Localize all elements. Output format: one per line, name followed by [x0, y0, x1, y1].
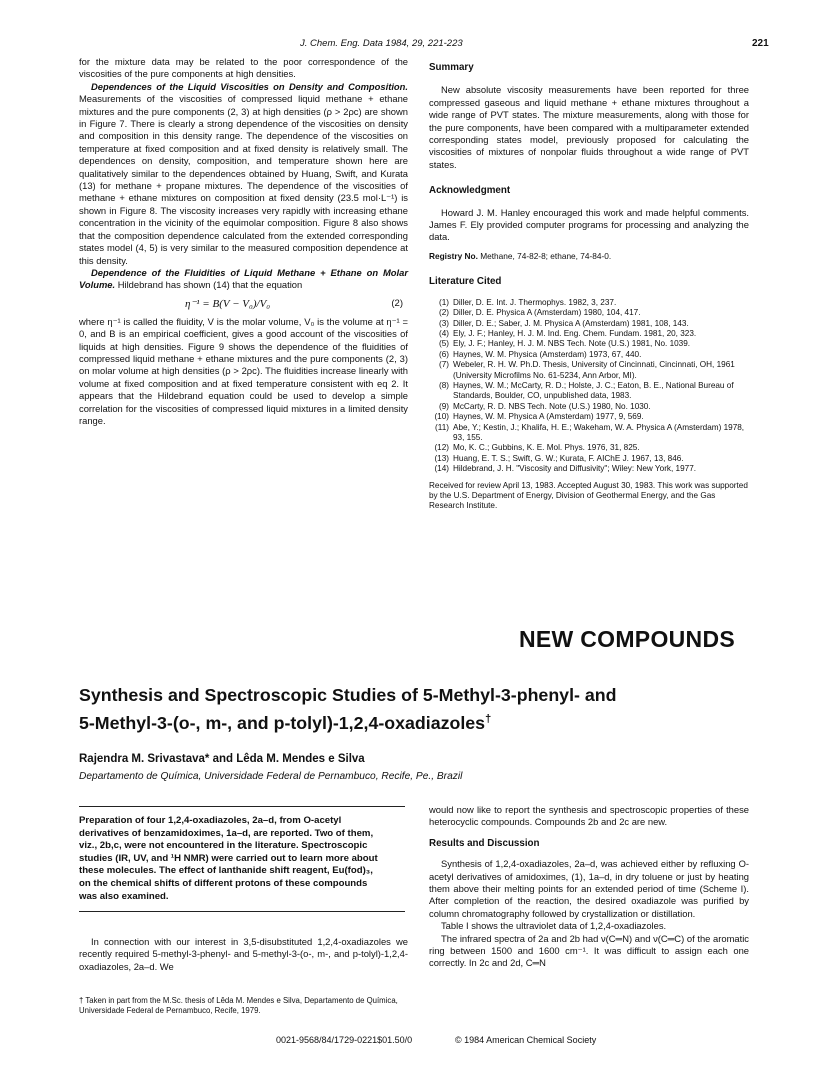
- carryover-paragraph: for the mixture data may be related to the poor correspondence of the viscosities of the pure components at high densities.: [79, 56, 408, 80]
- article-title: Synthesis and Spectroscopic Studies of 5-Methyl-3-phenyl- and 5-Methyl-3-(o-, m-, and p-tolyl)-1,2,4-oxadiazoles†: [79, 685, 617, 733]
- running-header: [0, 38, 827, 52]
- reference-number: (4): [438, 328, 449, 338]
- acknowledgment-paragraph: Howard J. M. Hanley encouraged this work and made helpful comments. James F. Ely provided computer programs for processing and analyzing the data.: [429, 206, 749, 243]
- authors: Rajendra M. Srivastava* and Lêda M. Mendes e Silva: [79, 753, 365, 765]
- introduction-paragraph: In connection with our interest in 3,5-disubstituted 1,2,4-oxadiazoles we recently required 5-methyl-3-phenyl- and 5-methyl-3-(o-, m-, and p-tolyl)-1,2,4-oxadiazoles, 2a–d. We: [79, 936, 408, 972]
- reference-item: [429, 350, 749, 360]
- reference-item: [429, 298, 749, 308]
- page-number: 221: [752, 38, 769, 49]
- fluidity-paragraph: Dependence of the Fluidities of Liquid Methane + Ethane on Molar Volume. Hildebrand has shown (14) that the equation: [79, 266, 408, 291]
- article-right-column: [429, 804, 749, 970]
- affiliation: Departamento de Química, Universidade Federal de Pernambuco, Recife, Pe., Brazil: [79, 771, 463, 782]
- reference-item: [429, 381, 749, 402]
- reference-item: [429, 423, 749, 444]
- left-column: [79, 56, 408, 427]
- reference-text: McCarty, R. D. NBS Tech. Note (U.S.) 1980, No. 1030.: [453, 401, 651, 411]
- intro-continuation: would now like to report the synthesis and spectroscopic properties of these heterocyclic compounds. Compounds 2b and 2c are new.: [429, 804, 749, 828]
- reference-number: (13): [434, 453, 449, 463]
- reference-item: [429, 402, 749, 412]
- registry-numbers: Registry No. Methane, 74-82-8; ethane, 74-84-0.: [429, 250, 612, 261]
- section-banner: NEW COMPOUNDS: [519, 626, 736, 652]
- reference-number: (10): [434, 412, 449, 422]
- reference-number: (9): [438, 401, 449, 411]
- reference-text: Haynes, W. M. Physica (Amsterdam) 1973, 67, 440.: [453, 349, 642, 359]
- reference-item: [429, 412, 749, 422]
- copyright: © 1984 American Chemical Society: [455, 1035, 597, 1045]
- reference-text: Webeler, R. H. W. Ph.D. Thesis, University of Cincinnati, Cincinnati, OH, 1961 (University Microfilms No. 61-5234, Ann Arbor, MI).: [453, 360, 735, 380]
- journal-citation: J. Chem. Eng. Data 1984, 29, 221-223: [300, 38, 463, 49]
- reference-item: [429, 319, 749, 329]
- reference-text: Mo, K. C.; Gubbins, K. E. Mol. Phys. 1976, 31, 825.: [453, 443, 640, 453]
- reference-number: (14): [434, 464, 449, 474]
- abstract-text: Preparation of four 1,2,4-oxadiazoles, 2a–d, from O-acetyl derivatives of benzamidoximes, 1a–d, are reported. Two of them, viz., 2b,c, were not encountered in the literature. Spectroscopic studies (IR, UV, and ¹H NMR) were carried out to learn more about these molecules. The effect of lanthanide shift reagent, Eu(fod)₃, on the chemical shifts of different protons of these compounds was also examined.: [79, 815, 378, 902]
- results-paragraph-3: The infrared spectra of 2a and 2b had ν(C═N) and ν(C═C) of the aromatic ring between 1500 and 1600 cm⁻¹. It was difficult to assign each one correctly. In 2c and 2d, C═N: [429, 932, 749, 969]
- reference-text: Diller, D. E. Int. J. Thermophys. 1982, 3, 237.: [453, 297, 617, 307]
- results-paragraph-1: Synthesis of 1,2,4-oxadiazoles, 2a–d, was achieved either by refluxing O-acetyl derivatives of amidoximes, (1), 1a–d, in dry toluene or just by heating them above their melting points for an extended period of time (Scheme I). After completion of the reaction, the desired oxadiazole was purified by column chromatography followed by crystallization or distillation.: [429, 858, 749, 919]
- reference-item: [429, 308, 749, 318]
- reference-number: (6): [438, 349, 449, 359]
- reference-item: [429, 443, 749, 453]
- reference-item: [429, 464, 749, 474]
- paragraph-heading: Dependence of the Fluidities of Liquid Methane + Ethane on Molar Volume.: [79, 266, 408, 291]
- title-footnote-mark: †: [485, 713, 492, 725]
- fluidity-discussion-paragraph: where η⁻¹ is called the fluidity, V is the molar volume, V₀ is the volume at η⁻¹ = 0, and B is an empirical coefficient, gives a good account of the viscosities of liquids at high densities. Figure 9 shows the dependence of the fluidities of compressed liquid methane + ethane mixtures and the pure components (2, 3) on molar volume at high densities (ρ > 2ρc). The fluidities increase linearly with volume at fixed composition and at fixed temperature consistent with eq 2. It appears that the Hildebrand equation could be used to develop a simple correlation for the viscosities of compressed liquid mixtures in a limited density range.: [79, 315, 408, 426]
- summary-paragraph: New absolute viscosity measurements have been reported for three compressed gaseous and liquid methane + ethane mixtures throughout a wide range of PVT states. The mixture measurements, along with those for the pure components, have been compared with a multiparameter extended corresponding states model, previously proposed for calculating the viscosities of mixtures of nonpolar fluids throughout a wide range of PVT states.: [429, 84, 749, 170]
- paragraph-heading: Dependences of the Liquid Viscosities on Density and Composition.: [91, 80, 408, 92]
- reference-number: (3): [438, 318, 449, 328]
- right-column: [429, 62, 749, 511]
- reference-item: [429, 339, 749, 349]
- abstract-box: [79, 806, 405, 912]
- reference-item: [429, 360, 749, 381]
- reference-text: Diller, D. E.; Saber, J. M. Physica A (Amsterdam) 1981, 108, 143.: [453, 318, 689, 328]
- reference-number: (12): [434, 443, 449, 453]
- reference-text: Haynes, W. M. Physica A (Amsterdam) 1977, 9, 569.: [453, 412, 644, 422]
- reference-number: (2): [438, 308, 449, 318]
- reference-text: Huang, E. T. S.; Swift, G. W.; Kurata, F. AIChE J. 1967, 13, 846.: [453, 453, 684, 463]
- reference-text: Haynes, W. M.; McCarty, R. D.; Holste, J. C.; Eaton, B. E., National Bureau of Standards, Boulder, CO, unpublished data, 1983.: [453, 380, 734, 401]
- reference-item: [429, 454, 749, 464]
- results-paragraph-2: Table I shows the ultraviolet data of 1,2,4-oxadiazoles.: [441, 920, 667, 932]
- document-code: 0021-9568/84/1729-0221$01.50/0: [276, 1035, 413, 1045]
- reference-text: Ely, J. F.; Hanley, H. J. M. Ind. Eng. Chem. Fundam. 1981, 20, 323.: [453, 328, 697, 338]
- equation-2: [79, 294, 408, 314]
- reference-text: Ely, J. F.; Hanley, H. J. M. NBS Tech. Note (U.S.) 1981, No. 1039.: [453, 339, 691, 349]
- acknowledgment-heading: Acknowledgment: [429, 185, 511, 197]
- reference-number: (11): [435, 422, 449, 432]
- literature-heading: Literature Cited: [429, 276, 502, 288]
- results-heading: Results and Discussion: [429, 837, 540, 849]
- summary-heading: Summary: [429, 62, 474, 73]
- equation-expression: η⁻¹ = B(V − V₀)/V₀: [185, 297, 271, 310]
- reference-number: (8): [438, 380, 449, 390]
- reference-number: (1): [438, 297, 449, 307]
- reference-item: [429, 329, 749, 339]
- reference-text: Diller, D. E. Physica A (Amsterdam) 1980, 104, 417.: [453, 308, 641, 318]
- title-footnote: † Taken in part from the M.Sc. thesis of Lêda M. Mendes e Silva, Departamento de Química, Universidade Federal de Pernambuco, Recife, 1979.: [79, 996, 398, 1015]
- equation-number: (2): [391, 297, 403, 309]
- reference-text: Hildebrand, J. H. "Viscosity and Diffusivity"; Wiley: New York, 1977.: [453, 464, 697, 474]
- viscosity-dependence-paragraph: Dependences of the Liquid Viscosities on Density and Composition. Measurements of the viscosities of compressed liquid methane + ethane mixtures and the pure components (2, 3) at high densities (ρ > 2ρc) are shown in Figure 7. There is clearly a strong dependence of the viscosities on density and composition in this density range. The dependence of the viscosities on temperature at fixed composition and at fixed density is relatively small. The dependences on density, composition, and temperature shown here are qualitatively similar to the dependences obtained by Huang, Swift, and Kurata (13) for methane + propane mixtures. The dependence of the viscosities of methane + ethane mixtures on composition at fixed density (23.5 mol·L⁻¹) is shown in Figure 8. The viscosity increases very rapidly with increasing ethane concentration in the vicinity of the equimolar composition. Figure 8 also shows that the composition dependence calculated from the extended corresponding states model (4, 5) is very similar to the measured composition dependence at this density.: [79, 80, 408, 266]
- reference-text: Abe, Y.; Kestin, J.; Khalifa, H. E.; Wakeham, W. A. Physica A (Amsterdam) 1978, 93, 155.: [453, 422, 745, 442]
- reference-number: (7): [438, 360, 449, 370]
- received-note: Received for review April 13, 1983. Accepted August 30, 1983. This work was supported by the U.S. Department of Energy, Division of Geothermal Energy, and the Gas Research Institute.: [429, 480, 748, 510]
- reference-number: (5): [438, 339, 449, 349]
- reference-list: [429, 298, 749, 475]
